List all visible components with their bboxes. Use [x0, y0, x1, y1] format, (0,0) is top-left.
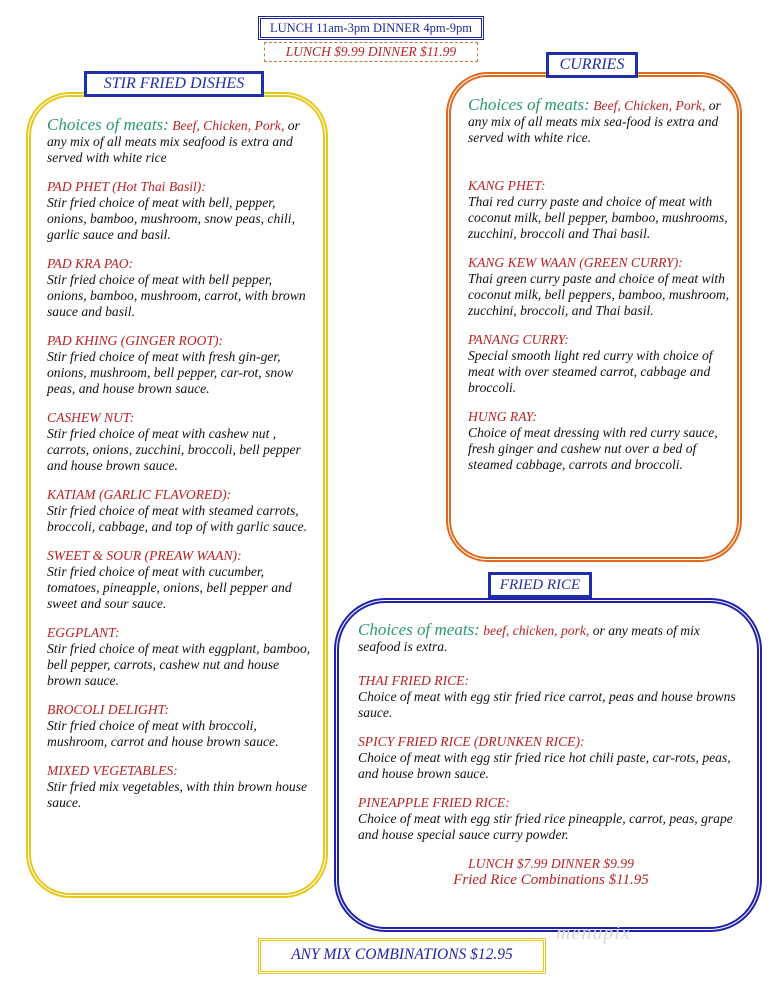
menu-item	[358, 673, 744, 721]
item-title: PAD KHING (GINGER ROOT):	[47, 333, 224, 348]
curries-label: CURRIES	[546, 52, 638, 78]
stir-fried-content	[47, 117, 315, 811]
item-description: Stir fried choice of meat with broccoli, mushroom, carrot and house brown sauce.	[47, 718, 279, 749]
fried-rice-prices	[358, 855, 744, 889]
item-description: Stir fried choice of meat with cucumber, tomatoes, pineapple, onions, bell pepper and sweet and sour sauce.	[47, 564, 292, 611]
curries-content	[468, 97, 730, 473]
item-title: BROCOLI DELIGHT:	[47, 702, 169, 717]
item-description: Stir fried choice of meat with steamed carrots, broccoli, cabbage, and top of with garlic sauce.	[47, 503, 308, 534]
curries-choices	[468, 97, 730, 146]
item-title: KATIAM (GARLIC FLAVORED):	[47, 487, 232, 502]
any-mix-banner: ANY MIX COMBINATIONS $12.95	[258, 938, 546, 974]
item-title: SPICY FRIED RICE (DRUNKEN RICE):	[358, 734, 585, 749]
item-title: PAD PHET (Hot Thai Basil):	[47, 179, 206, 194]
choices-rest: or any mix of all meats mix sea-food is extra and served with white rice.	[468, 98, 721, 145]
hours-banner: LUNCH 11am-3pm DINNER 4pm-9pm	[258, 16, 484, 40]
item-title: THAI FRIED RICE:	[358, 673, 469, 688]
item-title: KANG KEW WAAN (GREEN CURRY):	[468, 255, 683, 270]
menu-item	[47, 487, 315, 535]
item-description: Choice of meat with egg stir fried rice pineapple, carrot, peas, grape and house special sauce curry powder.	[358, 811, 733, 842]
menu-item	[47, 548, 315, 612]
item-description: Choice of meat dressing with red curry sauce, fresh ginger and cashew nut over a bed of steamed cabbage, carrots and broccoli.	[468, 425, 718, 472]
item-description: Stir fried mix vegetables, with thin brown house sauce.	[47, 779, 308, 810]
menu-item	[47, 702, 315, 750]
fried-rice-combo-price: Fried Rice Combinations $11.95	[453, 872, 649, 888]
item-description: Stir fried choice of meat with cashew nut , carrots, onions, zucchini, broccoli, bell pepper and house brown sauce.	[47, 426, 301, 473]
item-title: MIXED VEGETABLES:	[47, 763, 178, 778]
menu-item	[468, 332, 730, 396]
fried-rice-choices	[358, 622, 744, 655]
menu-item	[47, 410, 315, 474]
item-title: KANG PHET:	[468, 178, 546, 193]
stir-fried-label: STIR FRIED DISHES	[84, 71, 264, 97]
item-description: Stir fried choice of meat with eggplant, bamboo, bell pepper, carrots, cashew nut and house brown sauce.	[47, 641, 311, 688]
menu-item	[47, 256, 315, 320]
choices-lead: Choices of meats:	[47, 115, 169, 134]
choices-lead: Choices of meats:	[468, 95, 590, 114]
fried-rice-content	[358, 622, 744, 889]
stir-fried-choices	[47, 117, 315, 166]
item-description: Stir fried choice of meat with bell pepper, onions, bamboo, mushroom, carrot, with brown sauce and basil.	[47, 272, 306, 319]
choices-meats: Beef, Chicken, Pork,	[172, 118, 285, 133]
menu-item	[358, 734, 744, 782]
fried-rice-price-line: LUNCH $7.99 DINNER $9.99	[468, 856, 634, 871]
menu-item	[468, 409, 730, 473]
menu-item	[47, 179, 315, 243]
choices-rest: or any meats of mix seafood is extra.	[358, 623, 700, 654]
item-description: Special smooth light red curry with choice of meat with over steamed carrot, cabbage and broccoli.	[468, 348, 713, 395]
item-title: PANANG CURRY:	[468, 332, 569, 347]
menu-item	[47, 625, 315, 689]
item-title: SWEET & SOUR (PREAW WAAN):	[47, 548, 242, 563]
item-description: Stir fried choice of meat with fresh gin-ger, onions, mushroom, bell pepper, car-rot, snow peas, and house brown sauce.	[47, 349, 294, 396]
watermark: menupix	[556, 922, 631, 944]
item-description: Stir fried choice of meat with bell, pepper, onions, bamboo, mushroom, snow peas, chili, garlic sauce and basil.	[47, 195, 295, 242]
item-description: Thai green curry paste and choice of meat with coconut milk, bell peppers, bamboo, mushroom, zucchini, broccoli, and Thai basil.	[468, 271, 730, 318]
item-description: Thai red curry paste and choice of meat with coconut milk, bell pepper, bamboo, mushrooms, zucchini, broccoli and Thai basil.	[468, 194, 728, 241]
item-title: PINEAPPLE FRIED RICE:	[358, 795, 510, 810]
choices-meats: Beef, Chicken, Pork,	[593, 98, 706, 113]
item-description: Choice of meat with egg stir fried rice hot chili paste, car-rots, peas, and house brown sauce.	[358, 750, 731, 781]
menu-item	[468, 178, 730, 242]
menu-item	[47, 763, 315, 811]
item-description: Choice of meat with egg stir fried rice carrot, peas and house browns sauce.	[358, 689, 736, 720]
choices-lead: Choices of meats:	[358, 620, 480, 639]
fried-rice-label: FRIED RICE	[488, 572, 592, 598]
menu-item	[358, 795, 744, 843]
price-banner: LUNCH $9.99 DINNER $11.99	[264, 42, 478, 62]
menu-item	[47, 333, 315, 397]
menu-item	[468, 255, 730, 319]
choices-rest: or any mix of all meats mix seafood is extra and served with white rice	[47, 118, 300, 165]
item-title: CASHEW NUT:	[47, 410, 135, 425]
item-title: HUNG RAY:	[468, 409, 537, 424]
item-title: EGGPLANT:	[47, 625, 120, 640]
choices-meats: beef, chicken, pork,	[483, 623, 590, 638]
item-title: PAD KRA PAO:	[47, 256, 134, 271]
